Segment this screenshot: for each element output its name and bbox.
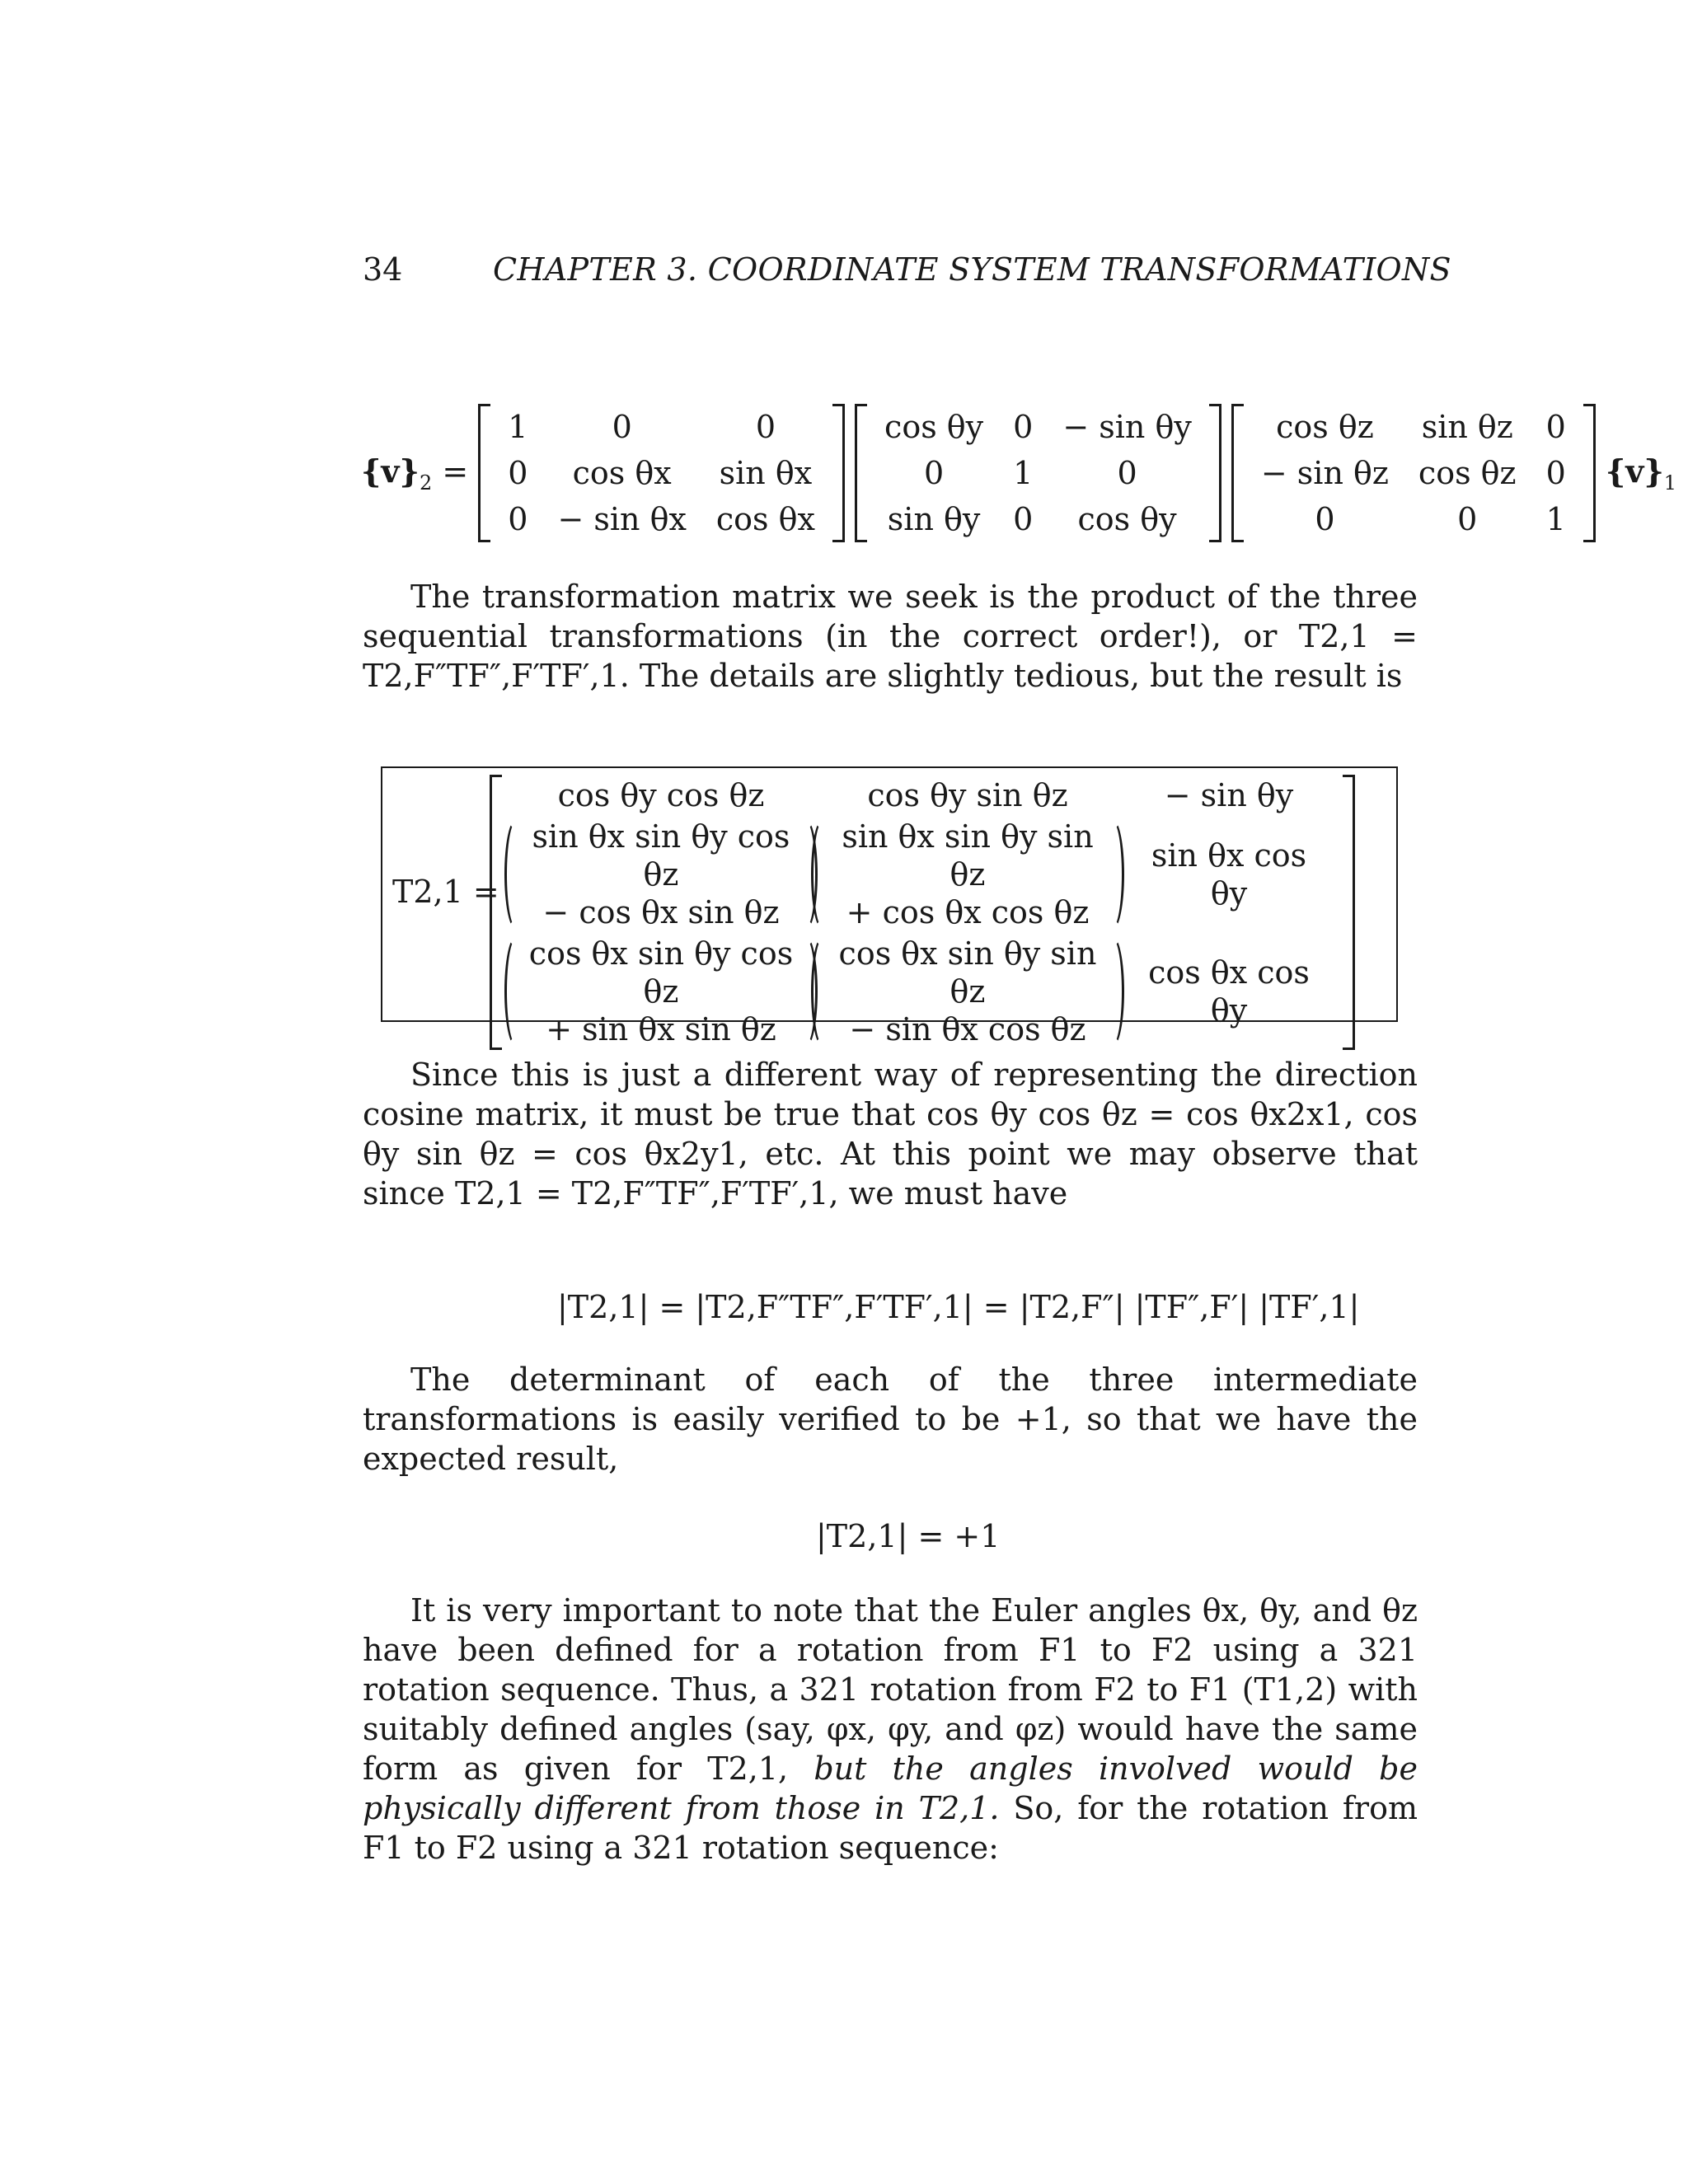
paragraph-text: The determinant of each of the three intermediate transformations is easily verified to be +1, so that we have the expected result, [363, 1361, 1418, 1477]
paragraph-text-end: So, for the rotation from F1 to F2 using a 321 rotation sequence: [363, 1790, 1418, 1866]
m1-cell-r2c1: 0 [508, 455, 528, 491]
m3-row [1246, 450, 1581, 496]
m2-cell-r3c3: cos θy [1077, 501, 1177, 537]
m2-cell-r2c3: 0 [1117, 455, 1137, 491]
cell-r2c1 [508, 816, 814, 933]
paragraph-direction-cosine [363, 1055, 1418, 1213]
matrix-rotation-x [478, 404, 845, 542]
equation-determinant-result: |T2,1| = +1 [816, 1518, 1001, 1554]
m3-cell-r1c3: 0 [1545, 409, 1566, 445]
cell-r2c3: sin θx cos θy [1151, 837, 1307, 912]
m3-cell-r1c1: cos θz [1276, 409, 1374, 445]
vector-v1-subscript: 1 [1663, 471, 1677, 494]
m2-cell-r1c3: − sin θy [1062, 409, 1192, 445]
m1-row [493, 450, 830, 496]
matrix-rotation-x-table [493, 404, 830, 542]
cell-r2c2-line2: + cos θx cos θz [846, 894, 1090, 930]
cell-r2c1-line1: sin θx sin θy cos θz [532, 818, 790, 893]
m1-cell-r2c2: cos θx [572, 455, 672, 491]
m3-row [1246, 404, 1581, 450]
m2-cell-r1c1: cos θy [884, 409, 984, 445]
cell-r3c3: cos θx cos θy [1148, 954, 1310, 1029]
cell-r2c2 [814, 816, 1121, 933]
running-head: CHAPTER 3. COORDINATE SYSTEM TRANSFORMATIONS [493, 251, 1451, 288]
m3-cell-r2c1: − sin θz [1260, 455, 1389, 491]
m2-cell-r2c1: 0 [923, 455, 945, 491]
m1-cell-r1c1: 1 [508, 409, 528, 445]
cell-r3c2 [814, 933, 1121, 1050]
m3-cell-r2c2: cos θz [1418, 455, 1517, 491]
cell-r1c2: cos θy sin θz [867, 777, 1068, 813]
matrix-rotation-z [1231, 404, 1596, 542]
m3-cell-r3c1: 0 [1315, 501, 1335, 537]
m1-row [493, 404, 830, 450]
m3-cell-r2c3: 0 [1545, 455, 1566, 491]
m1-row [493, 496, 830, 542]
paragraph-text: Since this is just a different way of representing the direction cosine matrix, it must be true that cos θy cos θz = cos θx2x1, cos θy sin θz = cos θx2y1, etc. At this point we may observe that since T2,1 = T2,F″TF″,F′TF′,1, we must have [363, 1057, 1418, 1212]
m3-cell-r3c2: 0 [1457, 501, 1478, 537]
matrix-t21 [490, 775, 1355, 1050]
matrix-rotation-y-table [870, 404, 1207, 542]
m1-cell-r2c3: sin θx [719, 455, 813, 491]
m2-row [870, 450, 1207, 496]
m1-cell-r3c2: − sin θx [557, 501, 687, 537]
m3-cell-r1c2: sin θz [1421, 409, 1513, 445]
matrix-rotation-z-table [1246, 404, 1581, 542]
matrix-lhs-label: T2,1 = [392, 874, 499, 910]
vector-v2: {v} [361, 452, 420, 490]
boxed-result-matrix [381, 766, 1398, 1047]
matrix-rotation-y [855, 404, 1221, 542]
m2-cell-r3c1: sin θy [887, 501, 981, 537]
paragraph-text [363, 1591, 1418, 1868]
m3-row [1246, 496, 1581, 542]
cell-r1c1: cos θy cos θz [557, 777, 765, 813]
cell-r3c1 [508, 933, 814, 1050]
cell-r3c2-line2: − sin θx cos θz [849, 1011, 1086, 1047]
vector-v1: {v} [1605, 452, 1664, 490]
cell-r3c1-line2: + sin θx sin θz [546, 1011, 776, 1047]
cell-r2c1-line2: − cos θx sin θz [542, 894, 780, 930]
m2-cell-r1c2: 0 [1013, 409, 1034, 445]
equation-determinant-product: |T2,1| = |T2,F″TF″,F′TF′,1| = |T2,F″| |TF″,F′| |TF′,1| [557, 1289, 1360, 1325]
cell-r1c3: − sin θy [1164, 777, 1294, 813]
m1-cell-r1c2: 0 [612, 409, 632, 445]
cell-r3c2-line1: cos θx sin θy sin θz [838, 935, 1097, 1010]
paragraph-text: The transformation matrix we seek is the product of the three sequential transformations (in the correct order!), or T2,1 = T2,F″TF″,F′TF′,1. The details are slightly tedious, but the result is [363, 579, 1418, 694]
vector-v2-subscript: 2 [419, 471, 433, 494]
paragraph-text-start: It is very important to note that the Euler angles θx, θy, and θz have been defined for a rotation from F1 to F2 using a 321 rotation sequence. Thus, a 321 rotation from F2 to F1 (T1,2) with suitably defined angles (say, φx, φy, and φz) would have the same form as given for T2,1, [363, 1592, 1418, 1787]
cell-r2c2-line1: sin θx sin θy sin θz [842, 818, 1094, 893]
m2-row [870, 404, 1207, 450]
m1-cell-r3c1: 0 [508, 501, 528, 537]
equation-rotation-product: $\{v\}_2$ = 1 0 0 0 cos θx sin θx 0 − sin θx cos θx cos θy 0 − sin θy 0 1 0 sin θy 0 cos θy cos θz sin θz 0 − sin θz cos θz 0 0 0 1 $\{v\}_1$ [361, 404, 1676, 542]
m2-cell-r2c2: 1 [1013, 455, 1034, 491]
paragraph-text-italic: but the angles involved would be physically different from those in T2,1. [363, 1750, 1418, 1826]
m3-cell-r3c3: 1 [1545, 501, 1566, 537]
page-number: 34 [363, 251, 403, 288]
cell-r3c1-line1: cos θx sin θy cos θz [528, 935, 794, 1010]
m2-row [870, 496, 1207, 542]
m1-cell-r3c3: cos θx [715, 501, 815, 537]
paragraph-determinant [363, 1360, 1418, 1479]
m2-cell-r3c2: 0 [1013, 501, 1034, 537]
paragraph-euler-angles [363, 1591, 1418, 1868]
matrix-t21-table [508, 775, 1337, 1050]
m1-cell-r1c3: 0 [755, 409, 776, 445]
paragraph-transformation-product [363, 577, 1418, 696]
